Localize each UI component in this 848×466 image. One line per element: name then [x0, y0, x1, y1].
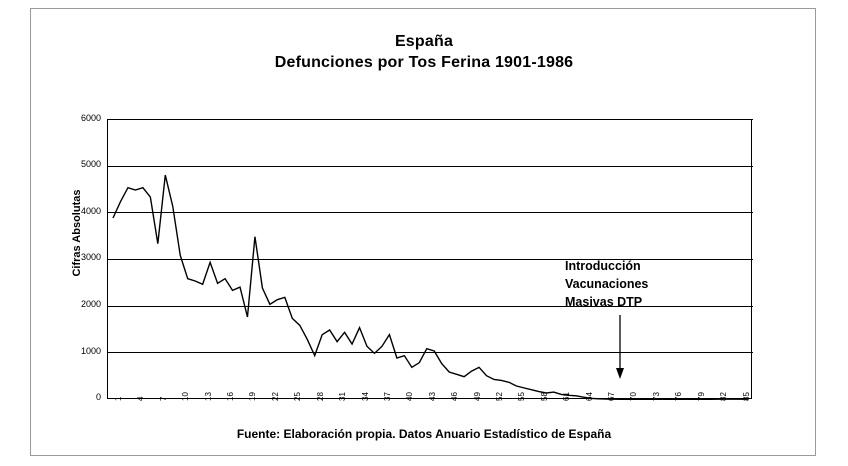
- x-tick-82: 82: [719, 392, 729, 401]
- y-tick-2000: 2000: [80, 299, 101, 309]
- y-tick-5000: 5000: [80, 159, 101, 169]
- chart-title: España: [394, 33, 454, 50]
- x-tick-4: 4: [136, 396, 146, 401]
- x-tick-46: 46: [450, 392, 460, 401]
- x-tick-25: 25: [293, 392, 303, 401]
- x-tick-22: 22: [270, 392, 280, 401]
- chart-subtitle: Defunciones por Tos Ferina 1901-1986: [274, 54, 574, 71]
- x-tick-76: 76: [674, 392, 684, 401]
- y-tick-3000: 3000: [80, 252, 101, 263]
- source-note: Fuente: Elaboración propia. Datos Anuario Estadístico de España: [236, 427, 612, 441]
- annotation-line-3: Masivas DTP: [565, 295, 643, 309]
- x-tick-13: 13: [203, 392, 213, 401]
- plot-wrapper: [71, 113, 752, 403]
- plot-area: [107, 119, 752, 399]
- series-line: [108, 120, 753, 400]
- y-tick-0: 0: [95, 392, 101, 403]
- x-tick-37: 37: [382, 392, 392, 401]
- x-tick-1: 1: [114, 396, 123, 401]
- x-tick-49: 49: [472, 392, 482, 401]
- x-tick-34: 34: [360, 392, 370, 401]
- y-tick-6000: 6000: [80, 113, 101, 123]
- x-tick-28: 28: [315, 392, 325, 401]
- x-tick-55: 55: [517, 392, 527, 401]
- x-tick-58: 58: [539, 392, 549, 401]
- x-tick-61: 61: [562, 392, 572, 401]
- x-tick-67: 67: [607, 392, 617, 401]
- chart-figure: [30, 8, 816, 456]
- x-tick-79: 79: [696, 392, 706, 401]
- annotation-arrow-icon: [613, 315, 627, 381]
- y-tick-1000: 1000: [80, 345, 101, 356]
- x-tick-10: 10: [181, 392, 191, 401]
- x-tick-52: 52: [495, 392, 504, 401]
- x-tick-19: 19: [248, 392, 258, 401]
- x-tick-64: 64: [584, 392, 594, 401]
- chart-title-block: [31, 31, 817, 73]
- annotation-line-1: Introducción: [565, 259, 641, 273]
- annotation-line-2: Vacunaciones: [565, 277, 649, 291]
- annotation-vaccination: [565, 257, 648, 311]
- x-tick-70: 70: [629, 392, 639, 401]
- x-tick-73: 73: [651, 392, 661, 401]
- y-tick-4000: 4000: [80, 205, 101, 216]
- x-tick-7: 7: [158, 396, 168, 401]
- x-tick-85: 85: [741, 392, 751, 401]
- x-tick-16: 16: [226, 392, 236, 401]
- x-tick-40: 40: [405, 392, 415, 401]
- x-tick-43: 43: [427, 392, 437, 401]
- y-axis-label: Cifras Absolutas: [71, 189, 83, 277]
- x-tick-31: 31: [338, 392, 348, 401]
